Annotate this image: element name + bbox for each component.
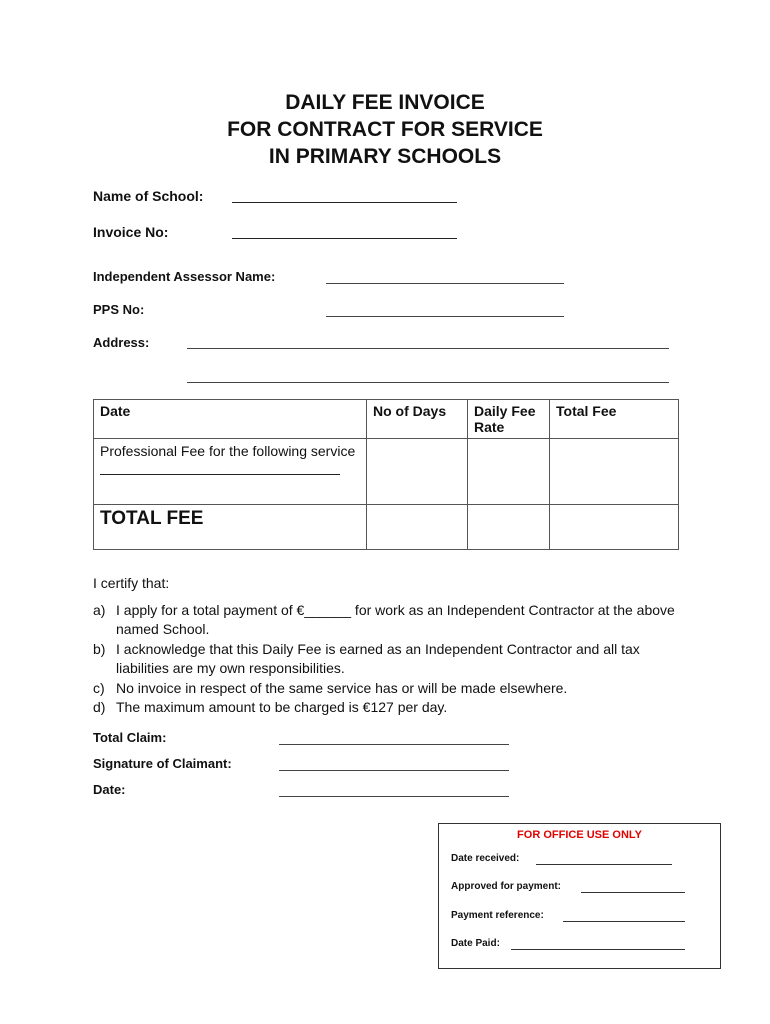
certify-text: No invoice in respect of the same service has or will be made elsewhere.: [116, 680, 568, 696]
col-days-header: No of Days: [367, 400, 468, 439]
service-rate-cell[interactable]: [468, 439, 550, 505]
address-field-line-2[interactable]: [187, 382, 669, 383]
date-received-label: Date received:: [451, 853, 520, 864]
certify-marker: b): [93, 641, 106, 657]
address-field-line-1[interactable]: [187, 348, 669, 349]
certify-text: I apply for a total payment of €______ for work as an Independent Contractor at the above named School.: [116, 602, 675, 637]
office-use-box: [438, 823, 721, 969]
payment-ref-label: Payment reference:: [451, 910, 544, 921]
service-row: [94, 439, 679, 505]
date-paid-label: Date Paid:: [451, 938, 500, 949]
approved-field[interactable]: [581, 892, 685, 893]
fee-table: [93, 399, 679, 550]
title-line-2: FOR CONTRACT FOR SERVICE: [227, 118, 543, 141]
claim-date-label: Date:: [93, 782, 126, 797]
certify-marker: a): [93, 602, 106, 618]
service-total-cell[interactable]: [550, 439, 679, 505]
table-header-row: [94, 400, 679, 439]
signature-label: Signature of Claimant:: [93, 756, 232, 771]
school-name-label: Name of School:: [93, 188, 204, 204]
certify-marker: c): [93, 680, 105, 696]
certify-item-d: [93, 698, 683, 717]
col-date-header: Date: [94, 400, 367, 439]
certify-item-a: [93, 601, 683, 639]
total-days-cell[interactable]: [367, 505, 468, 550]
total-fee-cell: [94, 505, 367, 550]
assessor-name-label: Independent Assessor Name:: [93, 269, 276, 284]
pps-no-field[interactable]: [326, 316, 564, 317]
certify-intro: I certify that:: [93, 575, 170, 591]
total-claim-field[interactable]: [279, 744, 509, 745]
service-days-cell[interactable]: [367, 439, 468, 505]
signature-field[interactable]: [279, 770, 509, 771]
school-name-field[interactable]: [232, 202, 457, 203]
total-claim-label: Total Claim:: [93, 730, 167, 745]
certify-text: I acknowledge that this Daily Fee is earned as an Independent Contractor and all tax liabilities are my own responsibilities.: [116, 641, 640, 676]
address-label: Address:: [93, 335, 150, 350]
total-fee-label: TOTAL FEE: [100, 508, 204, 529]
service-cell[interactable]: [94, 439, 367, 505]
certify-item-b: [93, 640, 683, 678]
total-rate-cell[interactable]: [468, 505, 550, 550]
col-total-header: Total Fee: [550, 400, 679, 439]
office-use-header: FOR OFFICE USE ONLY: [517, 829, 642, 841]
title-line-1: DAILY FEE INVOICE: [285, 91, 485, 114]
certify-item-c: [93, 679, 683, 698]
certify-text: The maximum amount to be charged is €127 per day.: [116, 699, 448, 715]
date-paid-field[interactable]: [511, 949, 685, 950]
invoice-no-field[interactable]: [232, 238, 457, 239]
certify-marker: d): [93, 699, 106, 715]
col-rate-header: Daily Fee Rate: [468, 400, 550, 439]
claim-date-field[interactable]: [279, 796, 509, 797]
service-text: Professional Fee for the following service: [100, 443, 356, 459]
title-line-3: IN PRIMARY SCHOOLS: [268, 145, 502, 168]
assessor-name-field[interactable]: [326, 283, 564, 284]
date-received-field[interactable]: [536, 864, 672, 865]
service-description-line[interactable]: [100, 474, 340, 475]
total-row: [94, 505, 679, 550]
pps-no-label: PPS No:: [93, 302, 145, 317]
payment-ref-field[interactable]: [563, 921, 685, 922]
approved-label: Approved for payment:: [451, 881, 562, 892]
total-amount-cell[interactable]: [550, 505, 679, 550]
invoice-no-label: Invoice No:: [93, 224, 169, 240]
